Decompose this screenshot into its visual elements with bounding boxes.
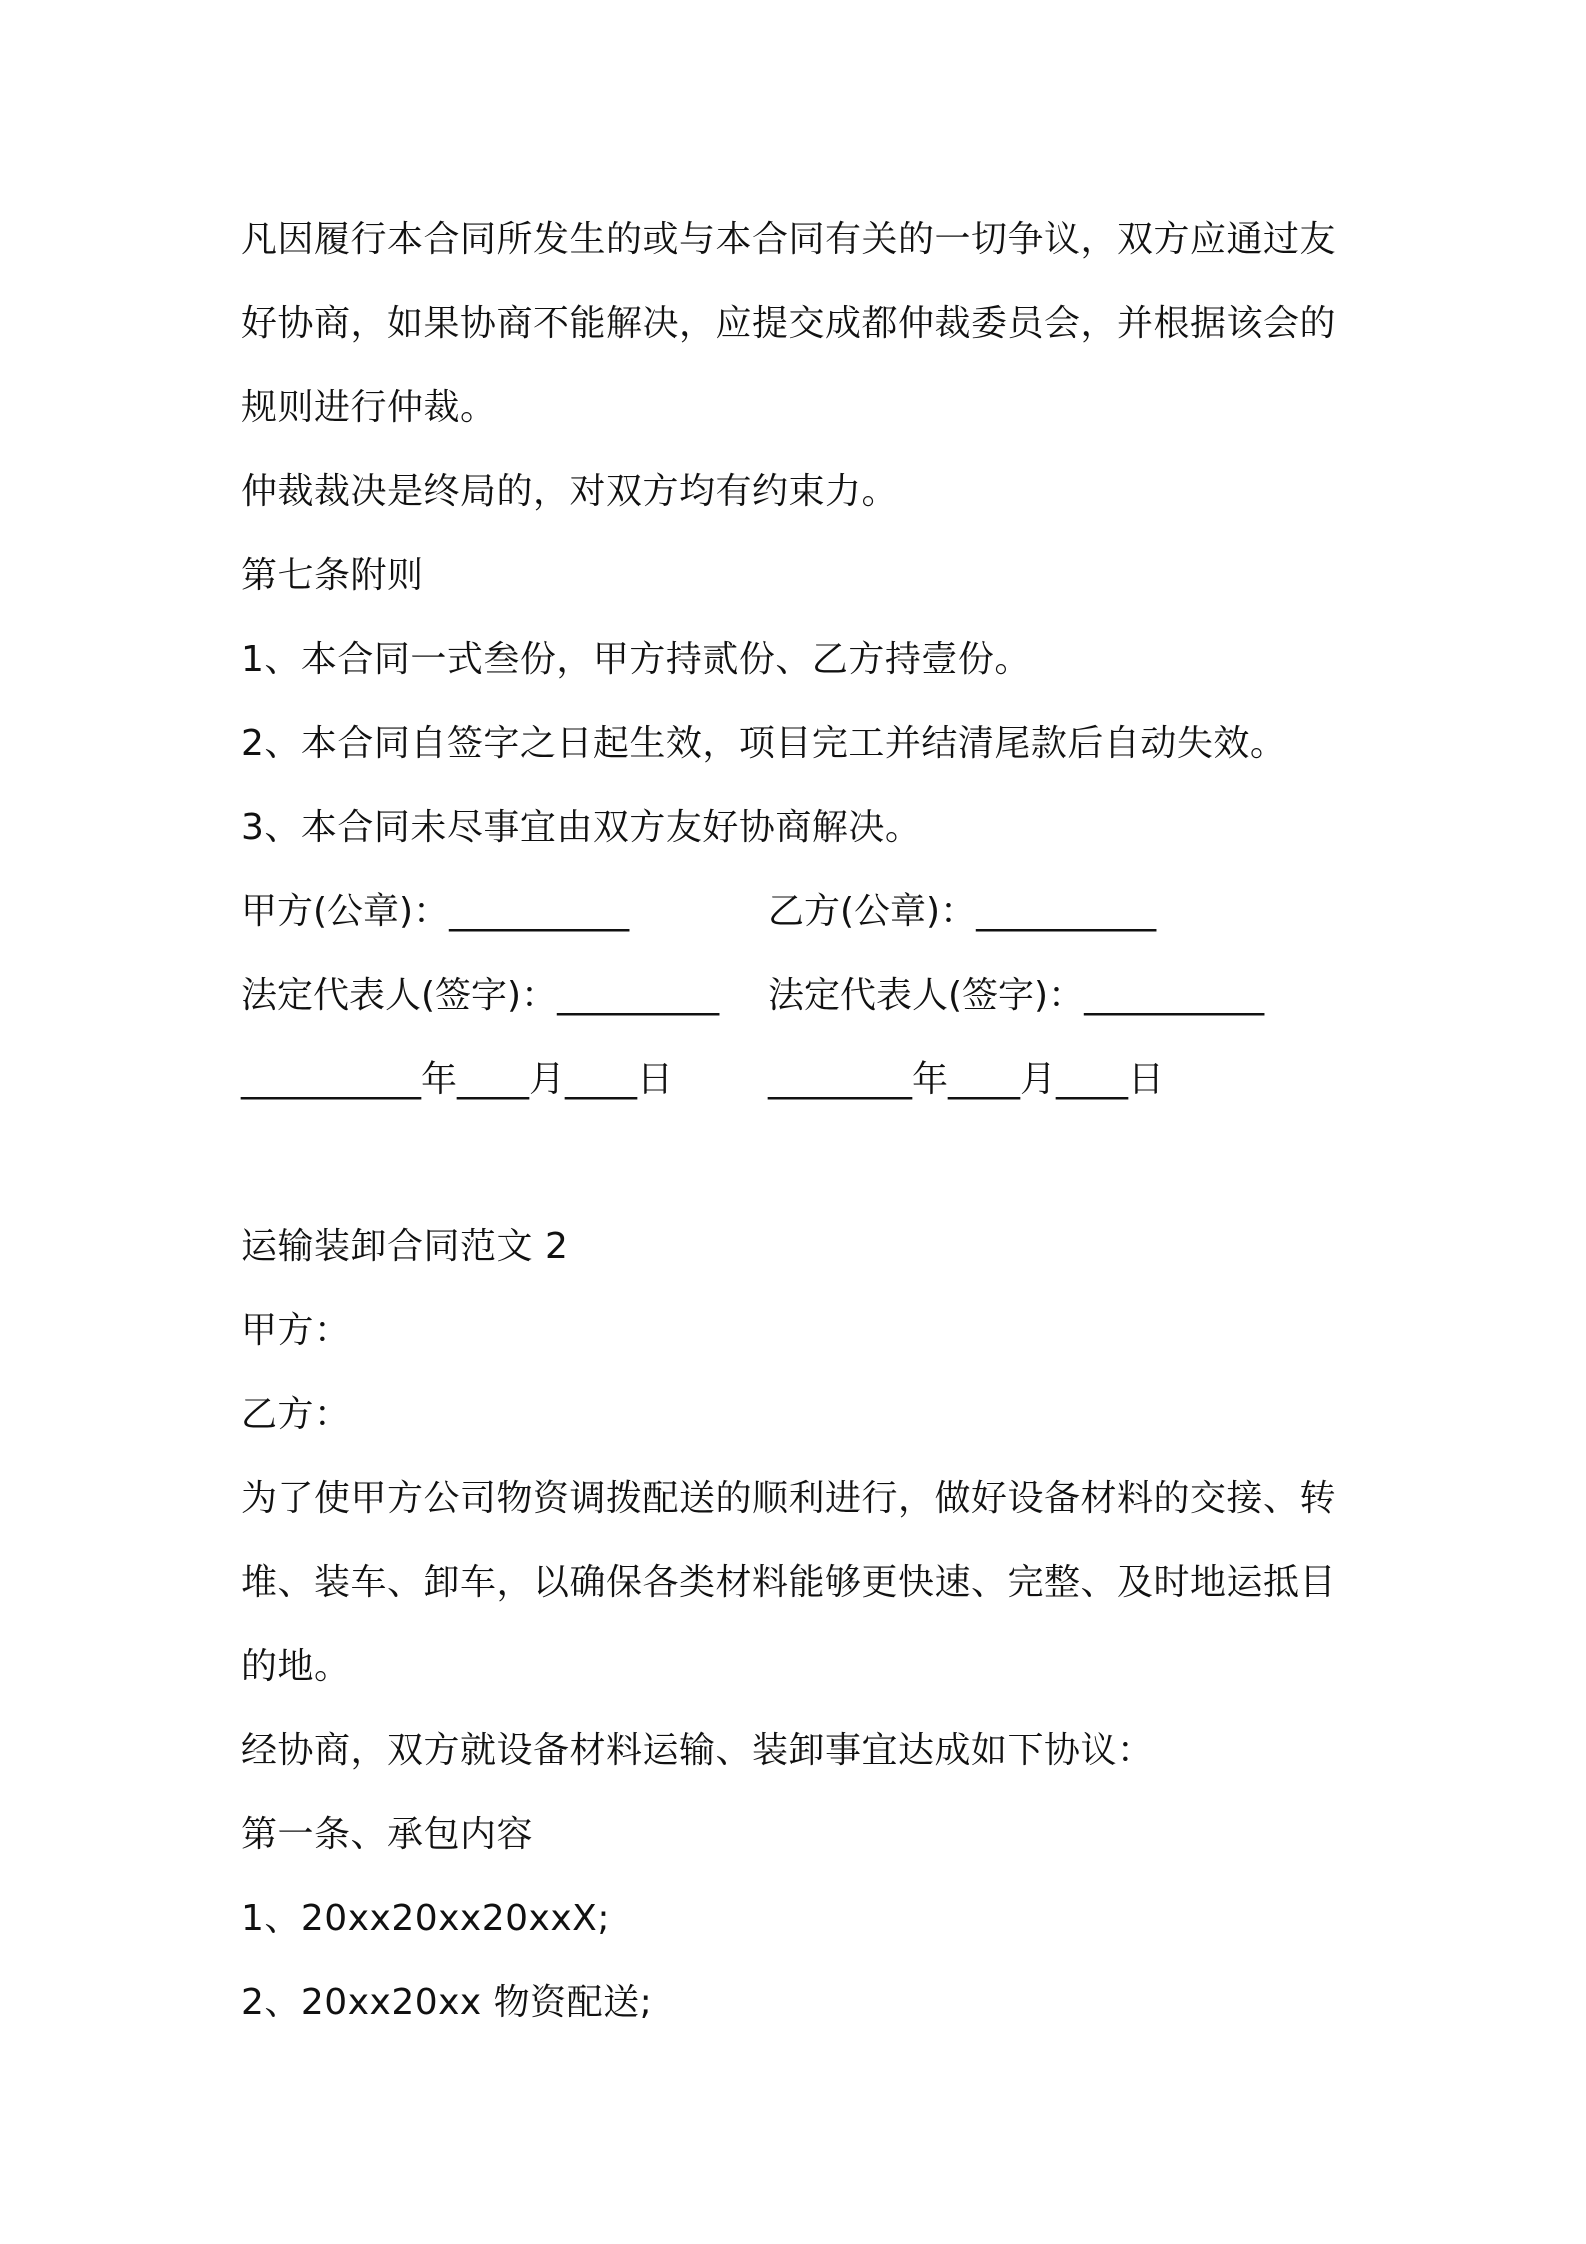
party-b-seal-field: 乙方(公章)：__________	[768, 891, 1157, 932]
party-a-date-field: __________年____月____日	[241, 1059, 673, 1100]
section-heading: 第七条附则	[241, 555, 424, 596]
document-body	[241, 198, 1361, 2045]
paragraph-line: 为了使甲方公司物资调拨配送的顺利进行，做好设备材料的交接、转	[241, 1478, 1337, 1519]
paragraph-line: 经协商，双方就设备材料运输、装卸事宜达成如下协议：	[241, 1730, 1154, 1771]
party-b-label: 乙方：	[241, 1394, 351, 1435]
section-gap	[241, 1122, 1361, 1205]
paragraph-line: 好协商，如果协商不能解决，应提交成都仲裁委员会，并根据该会的	[241, 303, 1337, 344]
paragraph-line: 堆、装车、卸车，以确保各类材料能够更快速、完整、及时地运抵目	[241, 1562, 1337, 1603]
section-heading: 第一条、承包内容	[241, 1814, 534, 1855]
paragraph-line: 规则进行仲裁。	[241, 387, 497, 428]
list-item: 2、20xx20xx 物资配送;	[241, 1982, 653, 2023]
party-a-label: 甲方：	[241, 1310, 351, 1351]
list-item: 3、本合同未尽事宜由双方友好协商解决。	[241, 807, 922, 848]
signature-row-seal	[241, 870, 1361, 954]
party-b-representative-field: 法定代表人(签字)：__________	[768, 975, 1265, 1016]
document-title: 运输装卸合同范文 2	[241, 1226, 569, 1267]
party-a-seal-field: 甲方(公章)：__________	[241, 891, 630, 932]
paragraph-line: 凡因履行本合同所发生的或与本合同有关的一切争议，双方应通过友	[241, 219, 1337, 260]
list-item: 1、20xx20xx20xxX;	[241, 1898, 610, 1939]
signature-row-representative	[241, 954, 1361, 1038]
list-item: 2、本合同自签字之日起生效，项目完工并结清尾款后自动失效。	[241, 723, 1287, 764]
paragraph-line: 的地。	[241, 1646, 351, 1687]
list-item: 1、本合同一式叁份，甲方持贰份、乙方持壹份。	[241, 639, 1031, 680]
party-b-date-field: ________年____月____日	[768, 1059, 1164, 1100]
signature-row-date	[241, 1038, 1361, 1122]
paragraph-line: 仲裁裁决是终局的，对双方均有约束力。	[241, 471, 899, 512]
party-a-representative-field: 法定代表人(签字)：_________	[241, 975, 720, 1016]
